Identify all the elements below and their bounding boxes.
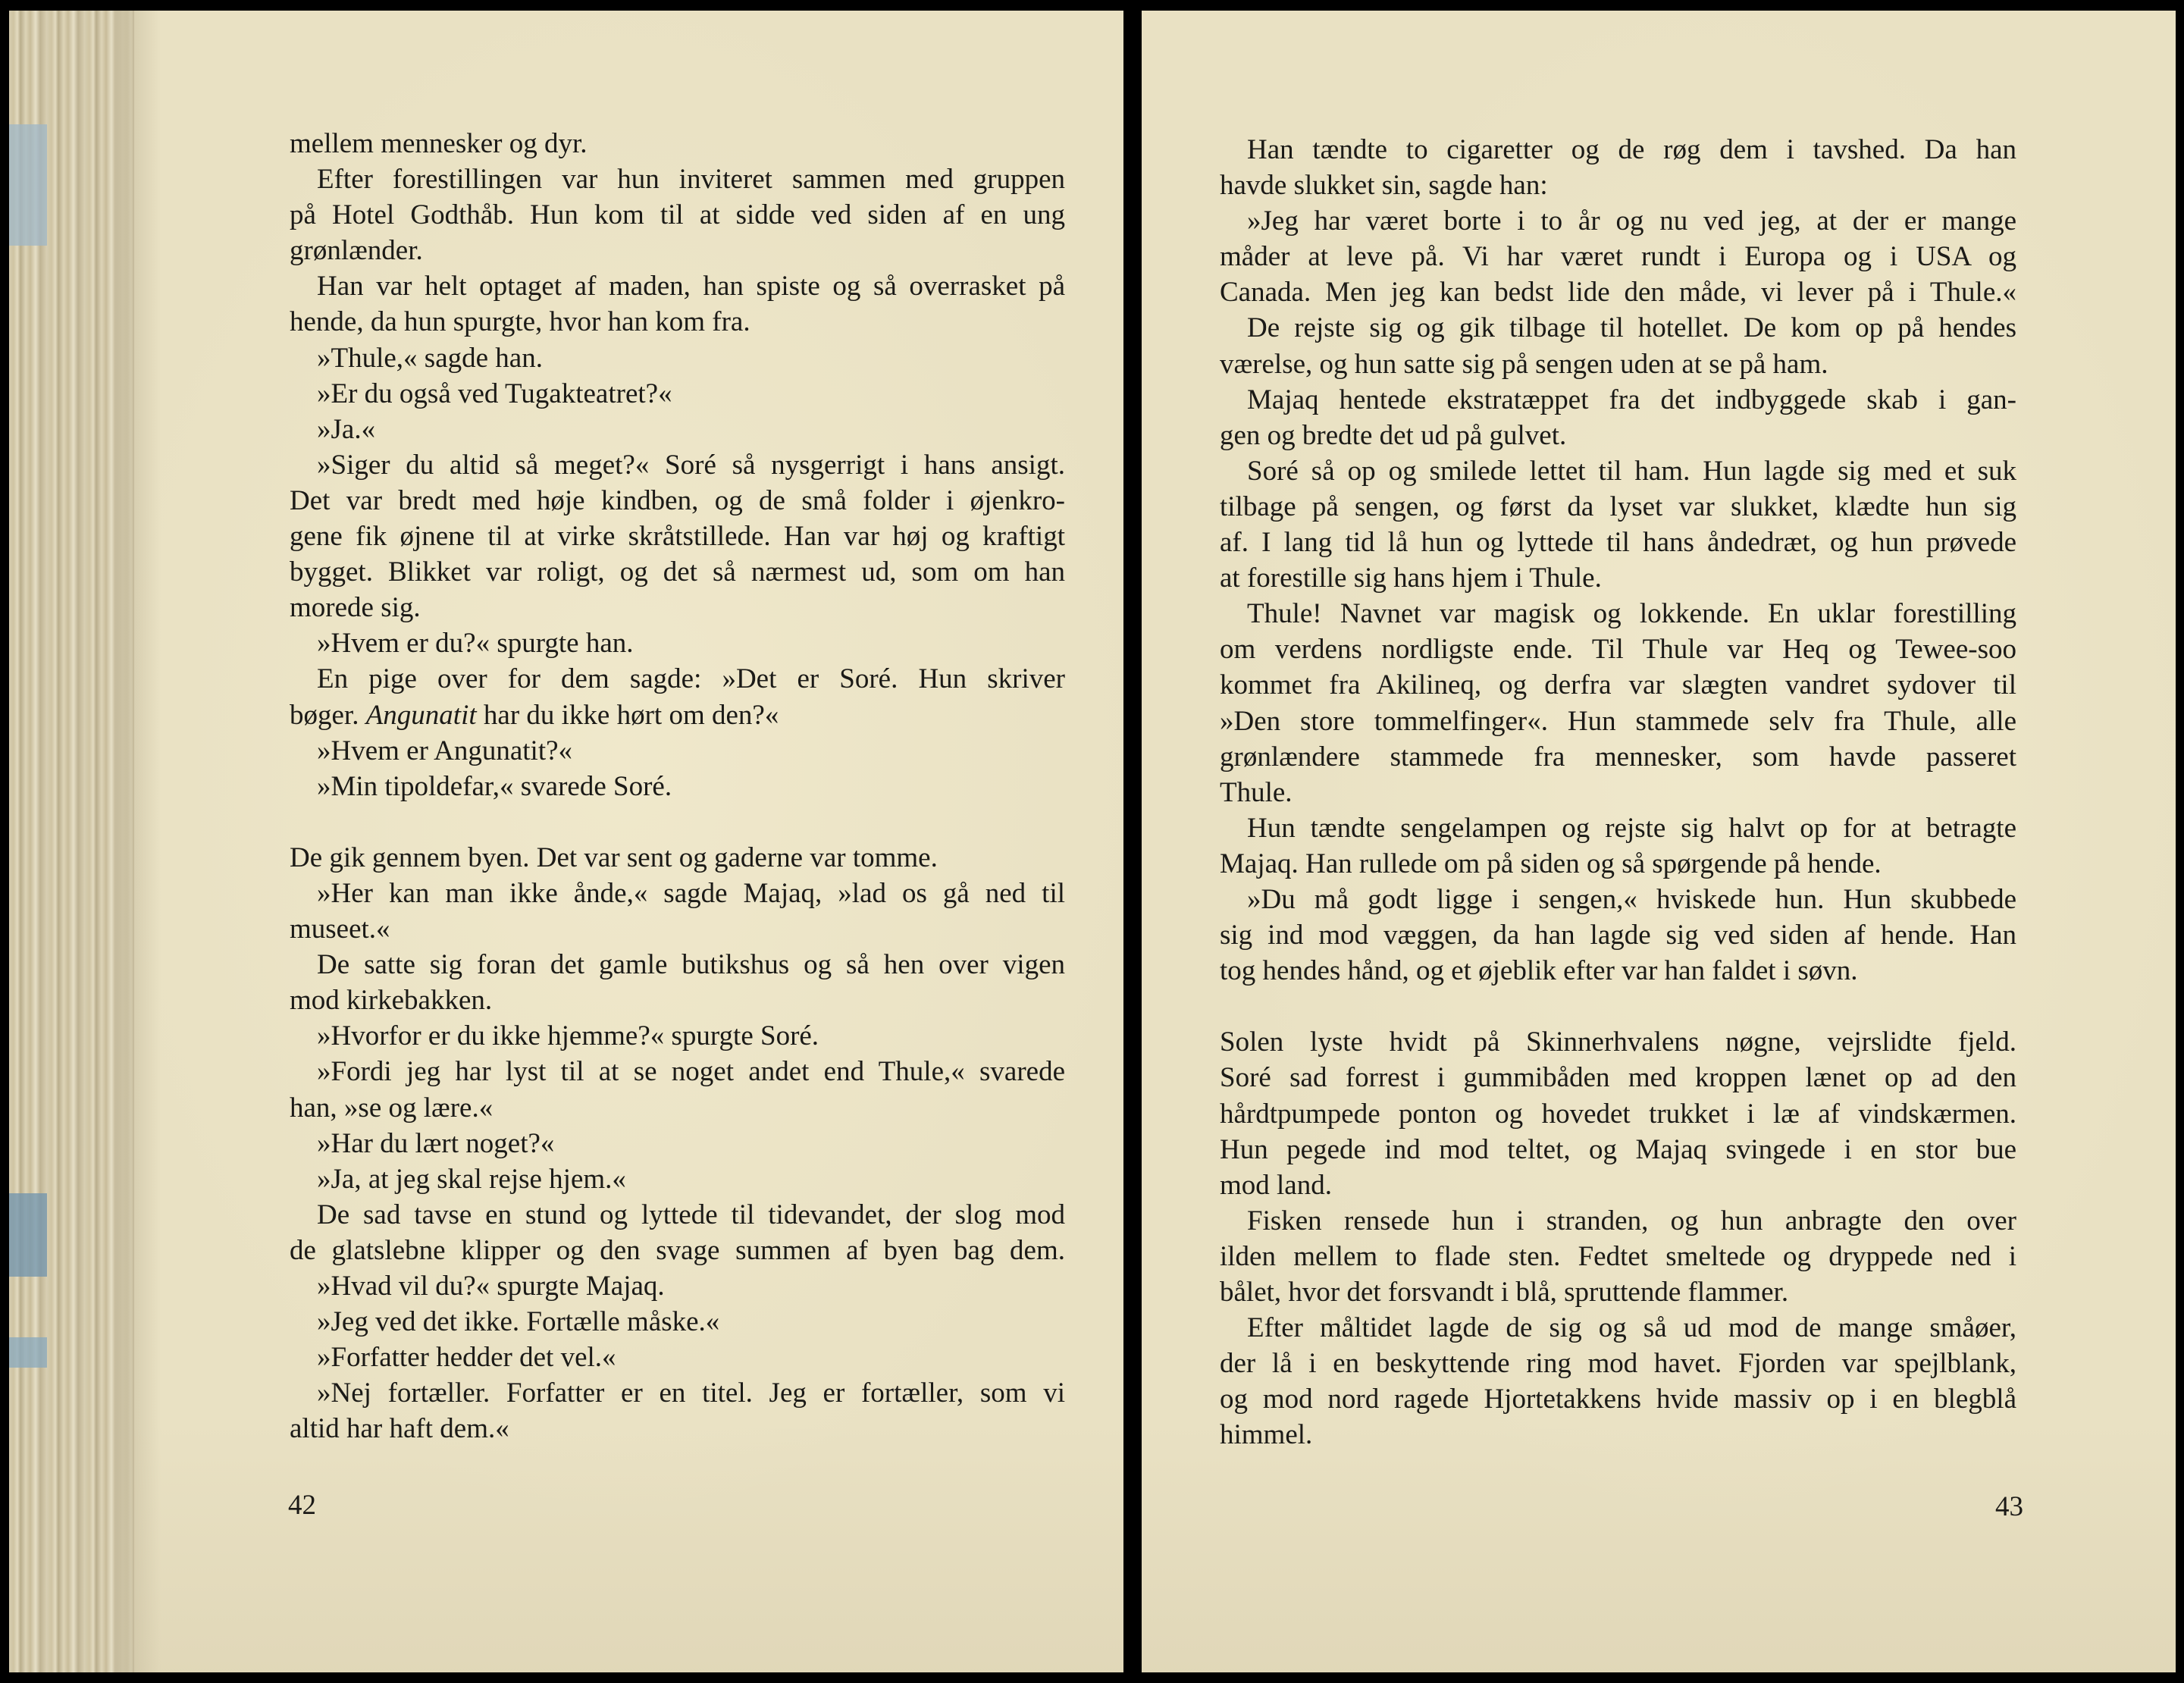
text-line: De gik gennem byen. Det var sent og gaderne var tomme. xyxy=(290,842,938,873)
text-line: »Forfatter hedder det vel.« xyxy=(317,1342,616,1374)
text-line: »Jeg har været borte i to år og nu ved jeg, at der er mange xyxy=(1247,205,2016,237)
text-line: De rejste sig og gik tilbage til hotellet. De kom op på hendes xyxy=(1247,312,2016,344)
text-line: grønlændere stammede fra mennesker, som havde passeret xyxy=(1220,741,2016,773)
text-line: Majaq hentede ekstratæppet fra det indbyggede skab i gan- xyxy=(1247,384,2016,415)
text-line: himmel. xyxy=(1220,1419,1313,1451)
text-line: Soré sad forrest i gummibåden med kroppen lænet op ad den xyxy=(1220,1062,2016,1094)
text-line: »Jeg ved det ikke. Fortælle måske.« xyxy=(317,1306,720,1338)
page-number: 42 xyxy=(288,1490,316,1521)
text-line: morede sig. xyxy=(290,592,421,624)
text-line: »Hvorfor er du ikke hjemme?« spurgte Soré. xyxy=(317,1020,819,1052)
text-line: hende, da hun spurgte, hvor han kom fra. xyxy=(290,306,750,338)
text-line: Han var helt optaget af maden, han spiste og så overrasket på xyxy=(317,271,1065,302)
text-line: de glatslebne klipper og den svage summen af byen bag dem. xyxy=(290,1234,1065,1266)
text-line: »Du må godt ligge i sengen,« hviskede hun. Hun skubbede xyxy=(1247,883,2016,915)
text-line: mod kirkebakken. xyxy=(290,985,493,1017)
text-line: »Hvad vil du?« spurgte Majaq. xyxy=(317,1271,665,1302)
text-line: Han tændte to cigaretter og de røg dem i tavshed. Da han xyxy=(1247,134,2016,165)
text-line: »Min tipoldefar,« svarede Soré. xyxy=(317,770,672,802)
text-line: »Har du lært noget?« xyxy=(317,1127,555,1159)
right-page-text xyxy=(1220,132,2016,1453)
text-line: sig ind mod væggen, da han lagde sig ved siden af hende. Han xyxy=(1220,920,2016,951)
section-break xyxy=(1220,989,2016,1024)
text-line: om verdens nordligste ende. Til Thule var Heq og Tewee-soo xyxy=(1220,634,2016,666)
text-line: Fisken rensede hun i stranden, og hun anbragte den over xyxy=(1247,1205,2016,1236)
page-number: 43 xyxy=(1995,1491,2023,1522)
text-line: værelse, og hun satte sig på sengen uden at se på ham. xyxy=(1220,348,1828,380)
text-line: Majaq. Han rullede om på siden og så spørgende på hende. xyxy=(1220,848,1882,879)
text-line: kommet fra Akilineq, og derfra var slægten vandret sydover til xyxy=(1220,669,2016,701)
text-line: bygget. Blikket var roligt, og det så nærmest ud, som om han xyxy=(290,556,1065,588)
text-line: tilbage på sengen, og først da lyset var slukket, klædte hun sig xyxy=(1220,490,2016,522)
text-line: »Er du også ved Tugakteatret?« xyxy=(317,378,672,409)
text-line: hårdtpumpede ponton og hovedet trukket i læ af vindskærmen. xyxy=(1220,1098,2016,1130)
text-line: grønlænder. xyxy=(290,235,423,267)
text-line: Solen lyste hvidt på Skinnerhvalens nøgne, vejrslidte fjeld. xyxy=(1220,1026,2016,1058)
text-line: »Ja.« xyxy=(317,413,376,445)
text-line: Hun pegede ind mod teltet, og Majaq svingede i en stor bue xyxy=(1220,1133,2016,1165)
text-line: Hun tændte sengelampen og rejste sig halvt op for at betragte xyxy=(1247,812,2016,844)
text-line: »Nej fortæller. Forfatter er en titel. Jeg er fortæller, som vi xyxy=(317,1377,1065,1409)
text-line: Soré så op og smilede lettet til ham. Hun lagde sig med et suk xyxy=(1247,455,2016,487)
text-line: og mod nord ragede Hjortetakkens hvide massiv op i en blegblå xyxy=(1220,1384,2016,1415)
section-break xyxy=(290,804,1065,840)
text-line: havde slukket sin, sagde han: xyxy=(1220,170,1548,202)
left-page-text xyxy=(290,126,1065,1446)
text-line: De satte sig foran det gamle butikshus og så hen over vigen xyxy=(317,949,1065,981)
text-line: måder at leve på. Vi har været rundt i Europa og i USA og xyxy=(1220,241,2016,273)
text-line: De sad tavse en stund og lyttede til tidevandet, der slog mod xyxy=(317,1199,1065,1230)
text-line: »Ja, at jeg skal rejse hjem.« xyxy=(317,1163,626,1195)
text-line: »Thule,« sagde han. xyxy=(317,342,543,374)
text-line: Canada. Men jeg kan bedst lide den måde, vi lever på i Thule.« xyxy=(1220,277,2016,309)
text-line: altid har haft dem.« xyxy=(290,1413,509,1445)
text-line: på Hotel Godthåb. Hun kom til at sidde ved siden af en ung xyxy=(290,199,1065,231)
text-line: der lå i en beskyttende ring mod havet. Fjorden var spejlblank, xyxy=(1220,1348,2016,1380)
text-line: bålet, hvor det forsvandt i blå, spruttende flammer. xyxy=(1220,1277,1789,1308)
right-page xyxy=(1142,11,2176,1672)
text-line: Det var bredt med høje kindben, og de små folder i øjenkro- xyxy=(290,484,1065,516)
book-title-italic: Angunatit xyxy=(365,699,477,731)
text-line: En pige over for dem sagde: »Det er Soré. Hun skriver xyxy=(317,663,1065,695)
text-line: »Fordi jeg har lyst til at se noget andet end Thule,« svarede xyxy=(317,1056,1065,1088)
text-line: »Siger du altid så meget?« Soré så nysgerrigt i hans ansigt. xyxy=(317,449,1065,481)
text-line: »Hvem er Angunatit?« xyxy=(317,735,573,766)
text-line: gene fik øjnene til at virke skråtstillede. Han var høj og kraftigt xyxy=(290,521,1065,553)
text-line: gen og bredte det ud på gulvet. xyxy=(1220,419,1567,451)
text-line: han, »se og lære.« xyxy=(290,1092,494,1124)
text-line: »Her kan man ikke ånde,« sagde Majaq, »lad os gå ned til xyxy=(317,877,1065,909)
text-line: »Hvem er du?« spurgte han. xyxy=(317,628,634,660)
left-page xyxy=(9,11,1123,1672)
text-line: »Den store tommelfinger«. Hun stammede selv fra Thule, alle xyxy=(1220,705,2016,737)
text-line: museet.« xyxy=(290,914,390,945)
text-line: mod land. xyxy=(1220,1169,1332,1201)
text-line: mellem mennesker og dyr. xyxy=(290,128,588,159)
text-line: ilden mellem to flade sten. Fedtet smeltede og dryppede ned i xyxy=(1220,1240,2016,1272)
text-line: tog hendes hånd, og et øjeblik efter var han faldet i søvn. xyxy=(1220,955,1858,987)
text-line: Thule! Navnet var magisk og lokkende. En uklar forestilling xyxy=(1247,598,2016,630)
text-line: Efter forestillingen var hun inviteret sammen med gruppen xyxy=(317,164,1065,196)
text-line: bøger. Angunatit har du ikke hørt om den?« xyxy=(290,699,779,731)
text-line: af. I lang tid lå hun og lyttede til hans åndedræt, og hun prøvede xyxy=(1220,527,2016,559)
text-line: at forestille sig hans hjem i Thule. xyxy=(1220,563,1602,594)
text-line: Efter måltidet lagde de sig og så ud mod de mange småøer, xyxy=(1247,1312,2016,1344)
text-line: Thule. xyxy=(1220,776,1293,808)
